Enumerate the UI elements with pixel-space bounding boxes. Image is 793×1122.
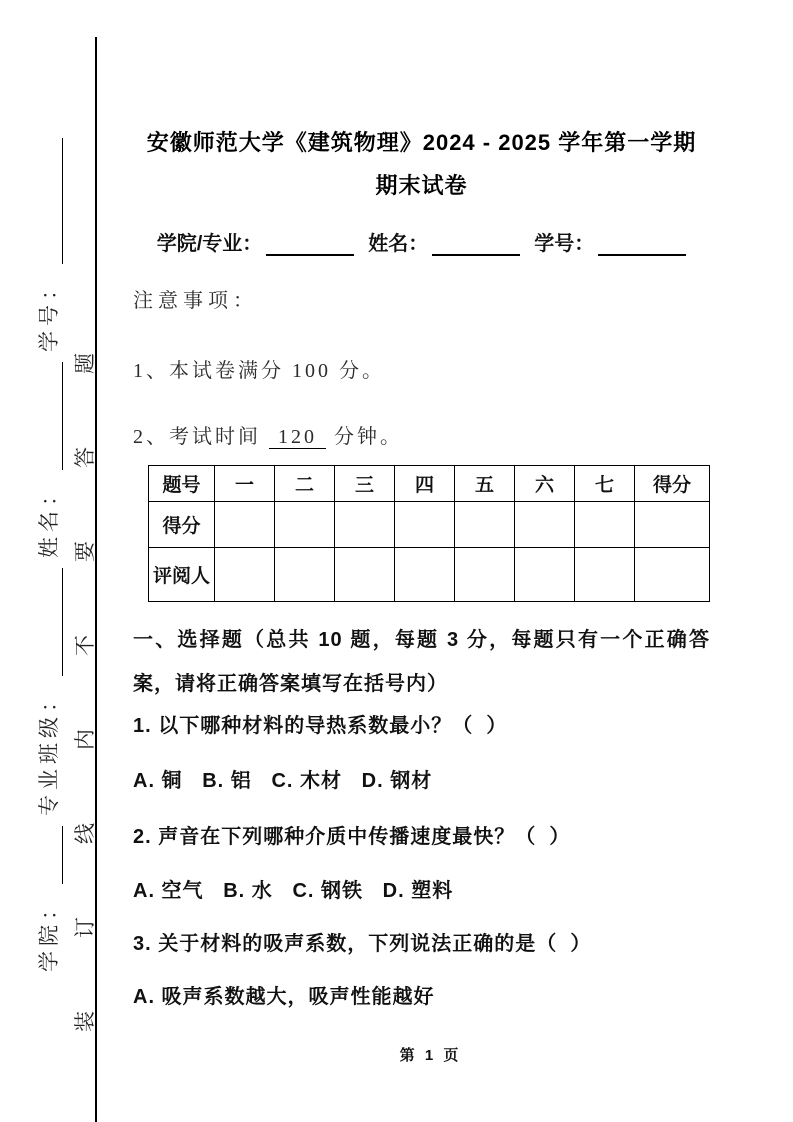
score-table-header-cell: 得分 (635, 466, 710, 502)
score-table-header-cell: 七 (575, 466, 635, 502)
score-table-cell (215, 502, 275, 548)
score-table-cell (575, 548, 635, 602)
score-table-header-cell: 一 (215, 466, 275, 502)
info-field-college-major-blank (266, 234, 354, 256)
sidebar-field-student-id (33, 138, 63, 352)
sidebar-field-name-label: 姓名： (37, 480, 61, 558)
binding-char: 线 (72, 823, 97, 844)
info-field-college-major-label: 学院/专业： (156, 233, 263, 255)
exam-content (97, 0, 793, 1009)
score-table-header-cell: 二 (275, 466, 335, 502)
notes-heading: 注意事项： (133, 290, 258, 312)
score-table-cell (635, 548, 710, 602)
score-table-cell (515, 502, 575, 548)
binding-char: 内 (72, 729, 97, 750)
question-3-text: 3. 关于材料的吸声系数，下列说法正确的是（ ） (133, 933, 592, 955)
score-table-header-cell: 五 (455, 466, 515, 502)
score-table-cell (215, 548, 275, 602)
score-table-cell (335, 548, 395, 602)
binding-char: 装 (72, 1011, 97, 1032)
binding-char: 答 (72, 447, 97, 468)
section-1-heading: 一、选择题（总共 10 题，每题 3 分，每题只有一个正确答案，请将正确答案填写在括号内） (133, 629, 710, 695)
score-table-score-row (149, 502, 710, 548)
score-table-reviewer-row (149, 548, 710, 602)
info-field-student-id (534, 227, 686, 256)
sidebar-field-name-blank (37, 362, 63, 470)
binding-char: 题 (72, 353, 97, 374)
exam-title-line1: 安徽师范大学《建筑物理》2024 - 2025 学年第一学期 (146, 130, 697, 155)
sidebar-field-college-label: 学院： (37, 894, 61, 972)
question-2-text: 2. 声音在下列哪种介质中传播速度最快？（ ） (133, 826, 571, 848)
note-item-2-duration-value: 120 (269, 426, 326, 449)
exam-title-line2: 期末试卷 (375, 173, 468, 198)
page-number-footer: 第 1 页 (399, 1047, 462, 1064)
score-table-row-label: 得分 (149, 502, 215, 548)
sidebar-field-college-blank (37, 826, 63, 884)
info-field-name-blank (432, 234, 520, 256)
student-info-line (133, 227, 710, 256)
score-table-cell (395, 502, 455, 548)
score-table-cell (395, 548, 455, 602)
note-item-1: 1、本试卷满分 100 分。 (133, 360, 385, 382)
note-item-2-after: 分钟。 (334, 426, 403, 448)
sidebar-field-major-class-blank (37, 568, 63, 676)
sidebar-field-major-class (33, 568, 63, 816)
score-table-header-cell: 三 (335, 466, 395, 502)
binding-line-text (70, 72, 97, 1062)
binding-char: 订 (72, 917, 97, 938)
score-table-cell (455, 548, 515, 602)
score-table-row-label: 评阅人 (149, 548, 215, 602)
info-field-college-major (157, 227, 355, 256)
score-table-cell (275, 548, 335, 602)
note-item-2 (133, 425, 710, 449)
score-table-cell (455, 502, 515, 548)
info-field-student-id-blank (598, 234, 686, 256)
question-1-text: 1. 以下哪种材料的导热系数最小？（ ） (133, 715, 508, 737)
note-item-2-before: 2、考试时间 (133, 426, 261, 448)
score-table-cell (335, 502, 395, 548)
info-field-student-id-label: 学号： (534, 233, 595, 255)
info-field-name (368, 227, 520, 256)
sidebar-field-name (33, 362, 63, 558)
score-table-header-row (149, 466, 710, 502)
score-table-cell (635, 502, 710, 548)
score-table-cell (275, 502, 335, 548)
score-table-header-cell: 题号 (149, 466, 215, 502)
score-table-cell (575, 502, 635, 548)
sidebar-field-major-class-label: 专业班级： (37, 686, 61, 816)
sidebar-field-student-id-blank (37, 138, 63, 264)
question-2-options: A. 空气 B. 水 C. 钢铁 D. 塑料 (133, 880, 454, 902)
sidebar-field-student-id-label: 学号： (37, 274, 61, 352)
binding-char: 要 (72, 541, 97, 562)
score-table (148, 465, 710, 602)
question-1-options: A. 铜 B. 铝 C. 木材 D. 钢材 (133, 770, 433, 792)
sidebar-field-college (33, 826, 63, 972)
score-table-header-cell: 六 (515, 466, 575, 502)
question-3-option-a: A. 吸声系数越大，吸声性能越好 (133, 986, 435, 1008)
info-field-name-label: 姓名： (368, 233, 429, 255)
binding-char: 不 (72, 635, 97, 656)
score-table-header-cell: 四 (395, 466, 455, 502)
student-info-sidebar (26, 100, 70, 1060)
score-table-cell (515, 548, 575, 602)
